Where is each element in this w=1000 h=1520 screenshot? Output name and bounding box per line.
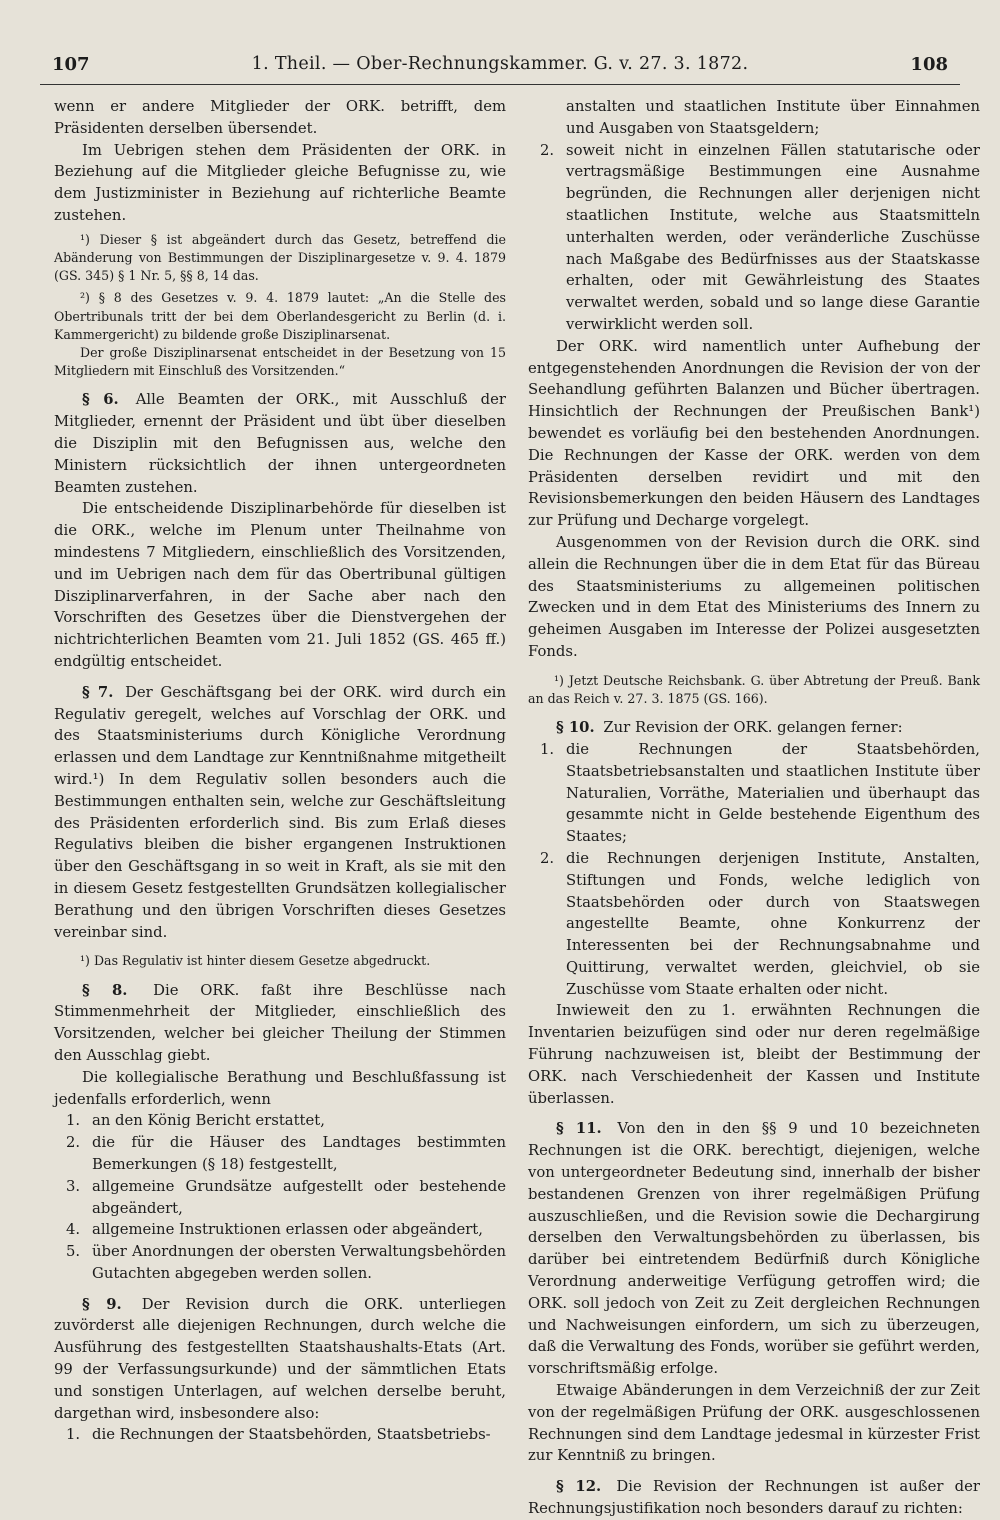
list-item: 1. die Rechnungen der Staatsbehörden, Staatsbetriebs- — [66, 1426, 491, 1444]
list-item: 2. soweit nicht in einzelnen Fällen statutarische oder vertragsmäßige Bestimmungen eine Ausnahme begründen, die Rechnungen aller derjenigen nicht staatlichen Institute, welche aus Staatsmitteln unterhalten werden, oder veränderliche Zuschüsse nach Maßgabe des Bedürfnisses aus der Staatskasse erhalten, oder mit Gewährleistung des Staates verwaltet werden, sobald und so lange diese Garantie verwirklicht werden soll. — [540, 141, 980, 333]
footnote: ¹) Das Regulativ ist hinter diesem Gesetze abgedruckt. — [80, 953, 431, 969]
list-item-continued: anstalten und staatlichen Institute über Einnahmen und Ausgaben von Staatsgeldern; — [566, 98, 980, 137]
section-label: § 10. — [556, 719, 595, 737]
section-label: § 6. — [82, 391, 119, 409]
section-text: Die ORK. faßt ihre Beschlüsse nach Stimmenmehrheit der Mitglieder, einschließlich des Vorsitzenden, welcher bei gleicher Theilung der Stimmen den Ausschlag giebt. — [54, 981, 506, 1064]
section-label: § 8. — [82, 981, 128, 999]
section-8 — [54, 980, 506, 1067]
section-label: § 9. — [82, 1295, 122, 1313]
paragraph: Die entscheidende Disziplinarbehörde für dieselben ist die ORK., welche im Plenum unter Theilnahme von mindestens 7 Mitgliedern, einschließlich des Vorsitzenden, und im Uebrigen nach dem für das Obertribunal gültigen Disziplinarverfahren, in der Sache aber nach den Vorschriften des Gesetzes über die Dienstvergehen der nichtrichterlichen Beamten vom 21. Juli 1852 (GS. 465 ff.) endgültig entscheidet. — [54, 500, 506, 670]
section-11 — [528, 1118, 980, 1380]
section-text: Zur Revision der ORK. gelangen ferner: — [603, 719, 903, 737]
section-text: Alle Beamten der ORK., mit Ausschluß der Mitglieder, ernennt der Präsident und übt über dieselben die Disziplin mit den Befugnissen aus, welche den Ministern rücksichtlich der ihnen untergeordneten Beamten zustehen. — [54, 391, 506, 496]
section-text: Die Revision der Rechnungen ist außer der Rechnungsjustifikation noch besonders darauf zu richten: — [528, 1478, 980, 1518]
paragraph: Inwieweit den zu 1. erwähnten Rechnungen die Inventarien beizufügen sind oder nur deren regelmäßige Führung nachzuweisen ist, bleibt der Bestimmung der ORK. nach Verschiedenheit der Kassen und Institute überlassen. — [528, 1002, 980, 1107]
footnote: ²) § 8 des Gesetzes v. 9. 4. 1879 lautet: „An die Stelle des Obertribunals tritt der bei dem Oberlandesgericht zu Berlin (d. i. Kammergericht) zu bildende große Disziplinarsenat. — [54, 290, 506, 342]
list-item: 4. allgemeine Instruktionen erlassen oder abgeändert, — [66, 1221, 483, 1239]
paragraph: Ausgenommen von der Revision durch die ORK. sind allein die Rechnungen über die in dem Etat für das Büreau des Staatsministeriums zu allgemeinen politischen Zwecken und in dem Etat des Ministeriums des Innern zu geheimen Ausgaben im Interesse der Polizei ausgesetzten Fonds. — [528, 533, 980, 660]
page-number-left: 107 — [52, 54, 90, 75]
list-item: 2. die Rechnungen derjenigen Institute, Anstalten, Stiftungen und Fonds, welche lediglich von Staatsbehörden oder durch von Staatswegen angestellte Beamte, ohne Konkurrenz der Interessenten bei der Rechnungsabnahme und Quittirung, verwaltet werden, gleichviel, ob sie Zuschüsse vom Staate erhalten oder nicht. — [540, 849, 980, 998]
running-title: 1. Theil. — Ober-Rechnungskammer. G. v. 27. 3. 1872. — [251, 54, 749, 74]
list-item: 3. allgemeine Grundsätze aufgestellt oder bestehende abgeändert, — [66, 1177, 506, 1217]
section-6 — [54, 389, 506, 498]
section-7 — [54, 682, 506, 944]
section-10-list — [528, 739, 980, 1001]
section-9 — [54, 1294, 506, 1425]
list-item: 1. die Rechnungen der Staatsbehörden, Staatsbetriebsanstalten und staatlichen Institute über Naturalien, Vorräthe, Materialien und überhaupt das gesammte nicht in Gelde bestehende Eigenthum des Staates; — [540, 740, 980, 846]
list-item: 2. die für die Häuser des Landtages bestimmten Bemerkungen (§ 18) festgestellt, — [66, 1134, 506, 1173]
left-column — [54, 96, 506, 1446]
footnote: Der große Disziplinarsenat entscheidet in der Besetzung von 15 Mitgliedern mit Einschluß des Vorsitzenden.“ — [54, 345, 506, 379]
section-text: Der Geschäftsgang bei der ORK. wird durch ein Regulativ geregelt, welches auf Vorschlag der ORK. und des Staatsministeriums durch Königliche Verordnung erlassen und dem Landtage zur Kenntnißnahme mitgetheilt wird.¹) In dem Regulativ sollen besonders auch die Bestimmungen enthalten sein, welche zur Geschäftsleitung des Präsidenten erforderlich sind. Bis zum Erlaß dieses Regulativs bleiben die bisher ergangenen Instruktionen über den Geschäftsgang in so weit in Kraft, als sie mit den in diesem Gesetz festgestellten Grundsätzen kollegialischer Berathung und den übrigen Vorschriften dieses Gesetzes vereinbar sind. — [54, 683, 506, 941]
right-column — [528, 96, 980, 1520]
paragraph: Die kollegialische Berathung und Beschlußfassung ist jedenfalls erforderlich, wenn — [54, 1068, 506, 1108]
page-number-right: 108 — [910, 54, 948, 75]
section-text: Der Revision durch die ORK. unterliegen zuvörderst alle diejenigen Rechnungen, durch welche die Ausführung des festgestellten Staatshaushalts-Etats (Art. 99 der Verfassungsurkunde) und der sämmtlichen Etats und sonstigen Unterlagen, auf welchen derselbe beruht, dargethan wird, insbesondere also: — [54, 1295, 506, 1422]
section-label: § 7. — [82, 683, 114, 701]
footnote: ¹) Jetzt Deutsche Reichsbank. G. über Abtretung der Preuß. Bank an das Reich v. 27. 3. 1875 (GS. 166). — [528, 672, 980, 706]
section-text: Von den in den §§ 9 und 10 bezeichneten Rechnungen ist die ORK. berechtigt, diejenigen, welche von untergeordneter Bedeutung sind, innerhalb der bisher bestandenen Grenzen von ihrer regelmäßigen Prüfung auszuschließen, und die Revision sowie die Dechargirung derselben den Verwaltungsbehörden zu überlassen, bis darüber bei eintretendem Bedürfniß durch Königliche Verordnung anderweitige Verfügung getroffen wird; die ORK. soll jedoch von Zeit zu Zeit dergleichen Rechnungen und Nachweisungen einfordern, um sich zu überzeugen, daß die Verwaltung des Fonds, worüber sie geführt werden, vorschriftsmäßig erfolge. — [528, 1120, 980, 1378]
paragraph: Der ORK. wird namentlich unter Aufhebung der entgegenstehenden Anordnungen die Revision der von der Seehandlung geführten Balanzen und Bücher übertragen. Hinsichtlich der Rechnungen der Preußischen Bank¹) bewendet es vorläufig bei den bestehenden Anordnungen. Die Rechnungen der Kasse der ORK. werden von dem Präsidenten derselben revidirt und mit den Revisionsbemerkungen den beiden Häusern des Landtages zur Prüfung und Decharge vorgelegt. — [528, 337, 980, 530]
paragraph: Etwaige Abänderungen in dem Verzeichniß der zur Zeit von der regelmäßigen Prüfung der ORK. ausgeschlossenen Rechnungen sind dem Landtage jedesmal in kürzester Frist zur Kenntniß zu bringen. — [528, 1382, 980, 1465]
section-10 — [528, 717, 980, 739]
section-label: § 12. — [556, 1478, 602, 1496]
paragraph: Im Uebrigen stehen dem Präsidenten der ORK. in Beziehung auf die Mitglieder gleiche Befugnisse zu, wie dem Justizminister in Beziehung auf richterliche Beamte zustehen. — [54, 141, 506, 224]
paragraph: wenn er andere Mitglieder der ORK. betrifft, dem Präsidenten derselben übersendet. — [54, 98, 506, 137]
list-item: 1. an den König Bericht erstattet, — [66, 1112, 325, 1130]
section-12 — [528, 1476, 980, 1520]
list-item: 5. über Anordnungen der obersten Verwaltungsbehörden Gutachten abgegeben werden sollen. — [66, 1243, 506, 1282]
footnote: ¹) Dieser § ist abgeändert durch das Gesetz, betreffend die Abänderung von Bestimmungen der Disziplinargesetze v. 9. 4. 1879 (GS. 345) § 1 Nr. 5, §§ 8, 14 das. — [54, 231, 506, 284]
section-8-list — [54, 1110, 506, 1284]
running-header — [40, 54, 960, 85]
section-label: § 11. — [556, 1120, 602, 1138]
